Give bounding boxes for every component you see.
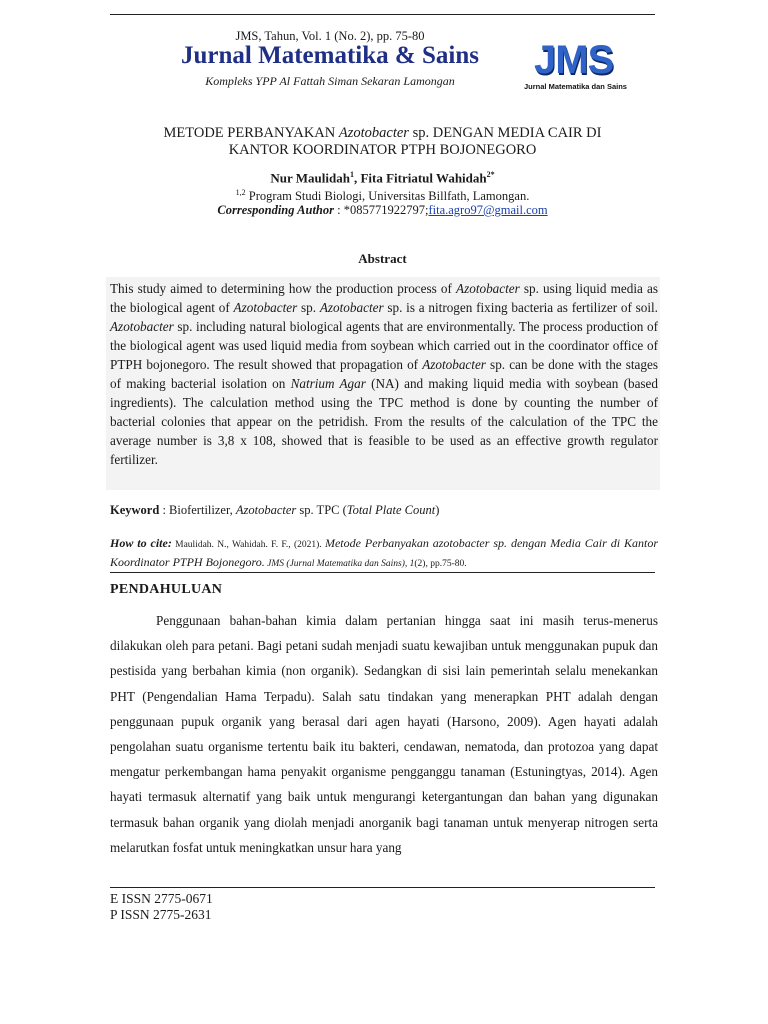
abstract-species: Azotobacter	[422, 357, 486, 372]
author-sup: 1	[349, 170, 354, 179]
section-rule	[110, 572, 655, 573]
how-to-cite	[110, 535, 658, 573]
corresponding-phone: : *085771922797;	[334, 203, 429, 217]
abstract-span: sp. is a nitrogen fixing bacteria as fertilizer of soil.	[383, 300, 658, 315]
section-heading: PENDAHULUAN	[110, 582, 223, 597]
top-rule	[110, 14, 655, 15]
logo-subtitle: Jurnal Matematika dan Sains	[524, 82, 627, 91]
abstract-species: Azotobacter	[319, 300, 384, 315]
affiliation-text: Program Studi Biologi, Universitas Billfath, Lamongan.	[245, 189, 530, 204]
cite-journal: JMS (Jurnal Matematika dan Sains), 1	[264, 559, 415, 569]
keyword-label: Keyword	[110, 503, 160, 517]
keyword-species: Azotobacter	[235, 503, 297, 517]
abstract-species: Azotobacter	[233, 300, 298, 315]
logo-text: JMS	[534, 38, 614, 82]
abstract-span: sp. including natural biological agents that are environmentally. The process production of the biological agent was used liquid media from soybean which carried out in the coordinator office of PTPH bojonegoro. The result showed that propagation of	[110, 319, 658, 372]
corresponding-label: Corresponding Author	[217, 203, 335, 217]
keyword-term: Total Plate Count	[346, 503, 436, 517]
cite-title: Metode Perbanyakan azotobacter sp. dengan Media Cair di Kantor Koordinator PTPH Bojonegoro.	[110, 536, 658, 569]
abstract-species: Azotobacter	[456, 281, 520, 296]
author-list	[110, 170, 655, 186]
abstract-heading: Abstract	[358, 251, 407, 266]
footer-rule	[110, 887, 655, 888]
author-name: Fita Fitriatul Wahidah	[360, 170, 487, 186]
abstract-term: Natrium Agar	[290, 376, 366, 391]
email-link[interactable]: fita.agro97@gmail.com	[428, 203, 548, 217]
keywords	[110, 503, 655, 518]
author-name: Nur Maulidah	[270, 170, 350, 186]
abstract-span: sp. using liquid media as the biological agent of	[110, 281, 658, 315]
journal-volume: JMS, Tahun, Vol. 1 (No. 2), pp. 75-80	[235, 29, 425, 43]
title-line2: KANTOR KOORDINATOR PTPH BOJONEGORO	[228, 142, 537, 158]
keyword-text: : Biofertilizer,	[159, 503, 236, 517]
cite-label: How to cite:	[110, 536, 172, 550]
keyword-text: sp. TPC (	[296, 503, 347, 517]
journal-address: Kompleks YPP Al Fattah Siman Sekaran Lamongan	[205, 74, 455, 88]
journal-logo	[520, 38, 652, 92]
body-paragraph: Penggunaan bahan-bahan kimia dalam pertanian hingga saat ini masih terus-menerus dilakukan oleh para petani. Bagi petani sudah menjadi suatu kewajiban untuk menggunakan pupuk dan pestisida yang berbahan kimia (non organik). Sedangkan di sisi lain pemerintah selalu menekankan PHT (Pengendalian Hama Terpadu). Salah satu tindakan yang menerapkan PHT adalah dengan penggunaan pupuk organik yang berasal dari agen hayati (Harsono, 2009). Agen hayati adalah pengolahan suatu organisme tertentu baik itu bakteri, cendawan, nematoda, dan protozoa yang dapat mengatur perkembangan hama penyakit organisme pengganggu tanaman (Estuningtyas, 2014). Agen hayati termasuk alternatif yang baik untuk mengurangi ketergantungan dan bahan yang digunakan termasuk bahan organik yang diolah menjadi anorganik bagi tanaman untuk menyerap nitrogen serta melarutkan fosfat untuk meningkatkan unsur hara yang	[110, 613, 658, 855]
cite-authors: Maulidah. N., Wahidah. F. F., (2021).	[171, 540, 325, 550]
affiliation	[110, 188, 655, 204]
keyword-text: )	[435, 503, 440, 517]
abstract-text	[110, 279, 658, 469]
title-species: Azotobacter	[338, 125, 409, 141]
cite-tail: (2), pp.75-80.	[414, 559, 467, 569]
title-text: sp. DENGAN MEDIA CAIR DI	[408, 125, 602, 141]
abstract-span: (NA) and making liquid media with soybean (based ingredients). The calculation method using the TPC method is done by counting the number of bacterial colonies that appear on the petridish. From the results of the calculation of the TPC the average number is 3,8 x 108, showed that is feasible to be used as an effective growth regulator fertilizer.	[110, 376, 658, 467]
corresponding-author	[110, 203, 655, 218]
affiliation-sup: 1,2	[235, 188, 246, 197]
author-separator: ,	[353, 170, 361, 186]
abstract-span: sp.	[297, 300, 320, 315]
abstract-span: This study aimed to determining how the production process of	[110, 281, 457, 296]
author-sup: 2*	[486, 170, 495, 179]
journal-title: Jurnal Matematika & Sains	[181, 42, 479, 69]
paper-title	[110, 125, 655, 159]
abstract-span: sp. can be done with the stages of making bacterial isolation on	[110, 357, 658, 391]
title-text: METODE PERBANYAKAN	[163, 125, 339, 141]
eissn: E ISSN 2775-0671	[110, 891, 213, 906]
abstract-species: Azotobacter	[110, 319, 174, 334]
pissn: P ISSN 2775-2631	[110, 907, 212, 922]
